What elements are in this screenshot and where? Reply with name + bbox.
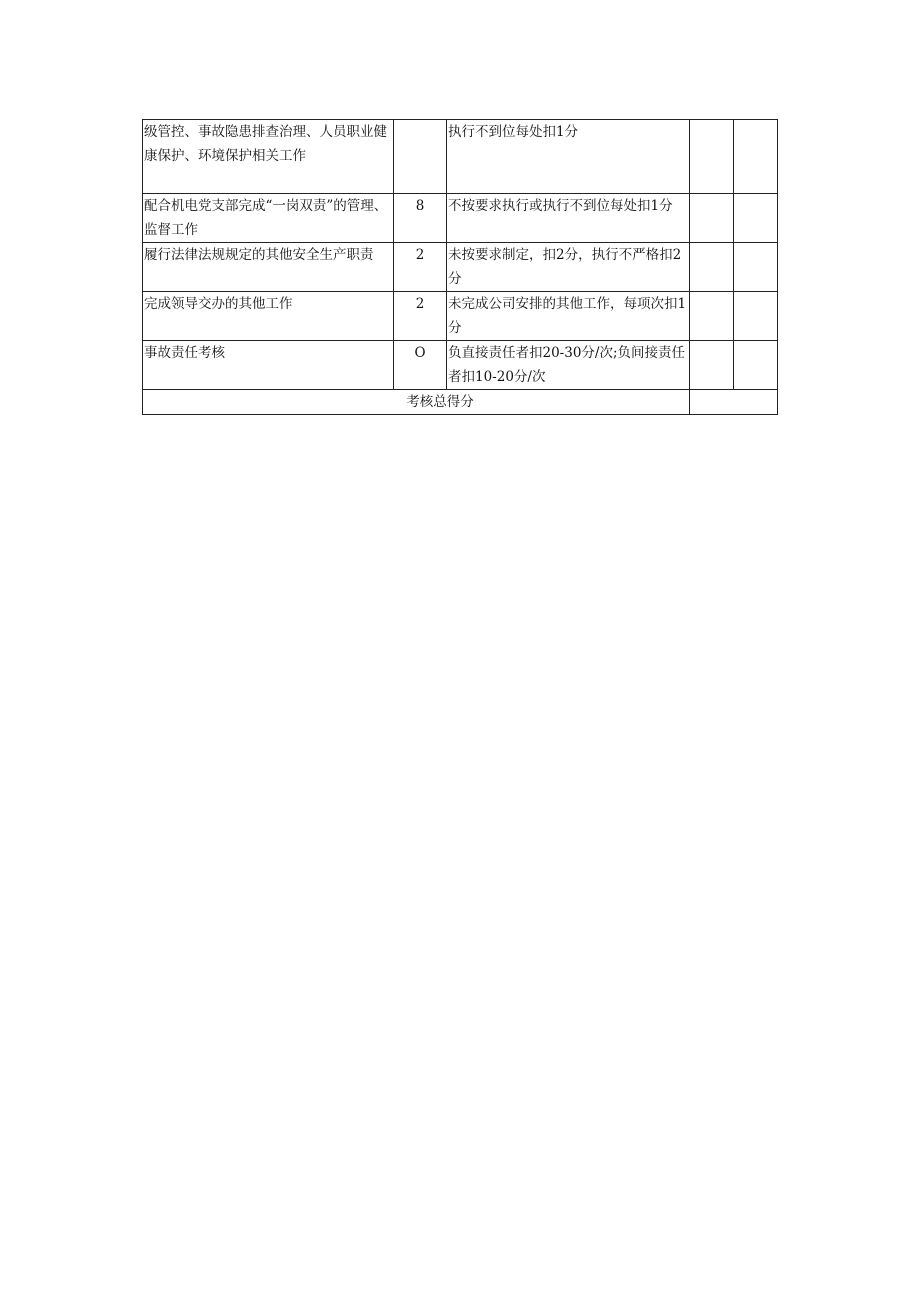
remark-entry-cell	[734, 341, 778, 390]
item-score-cell: 2	[394, 243, 447, 292]
item-content-cell: 级管控、事故隐患排查治理、人员职业健康保护、环境保护相关工作	[143, 120, 394, 194]
remark-entry-cell	[734, 120, 778, 194]
table-row	[143, 120, 778, 194]
item-criteria-cell: 未按要求制定，扣2分，执行不严格扣2分	[447, 243, 690, 292]
total-score-value-cell	[690, 390, 778, 415]
remark-entry-cell	[734, 292, 778, 341]
item-content-cell: 履行法律法规规定的其他安全生产职责	[143, 243, 394, 292]
item-criteria-cell: 不按要求执行或执行不到位每处扣1分	[447, 194, 690, 243]
table-row	[143, 243, 778, 292]
item-score-cell	[394, 120, 447, 194]
item-criteria-cell: 执行不到位每处扣1分	[447, 120, 690, 194]
table-row	[143, 292, 778, 341]
item-criteria-cell: 未完成公司安排的其他工作，每项次扣1分	[447, 292, 690, 341]
score-entry-cell	[690, 292, 734, 341]
table-row	[143, 341, 778, 390]
remark-entry-cell	[734, 243, 778, 292]
score-entry-cell	[690, 120, 734, 194]
assessment-table	[142, 119, 778, 415]
score-entry-cell	[690, 341, 734, 390]
item-score-cell: 8	[394, 194, 447, 243]
table-row-total	[143, 390, 778, 415]
item-content-cell: 配合机电党支部完成“一岗双责”的管理、监督工作	[143, 194, 394, 243]
score-entry-cell	[690, 194, 734, 243]
score-entry-cell	[690, 243, 734, 292]
item-score-cell: O	[394, 341, 447, 390]
total-score-label-cell	[143, 390, 690, 415]
item-content-cell: 完成领导交办的其他工作	[143, 292, 394, 341]
item-criteria-cell: 负直接责任者扣20-30分/次;负间接责任者扣10-20分/次	[447, 341, 690, 390]
table-row	[143, 194, 778, 243]
item-score-cell: 2	[394, 292, 447, 341]
total-score-label: 考核总得分	[406, 394, 474, 410]
item-content-cell: 事故责任考核	[143, 341, 394, 390]
remark-entry-cell	[734, 194, 778, 243]
